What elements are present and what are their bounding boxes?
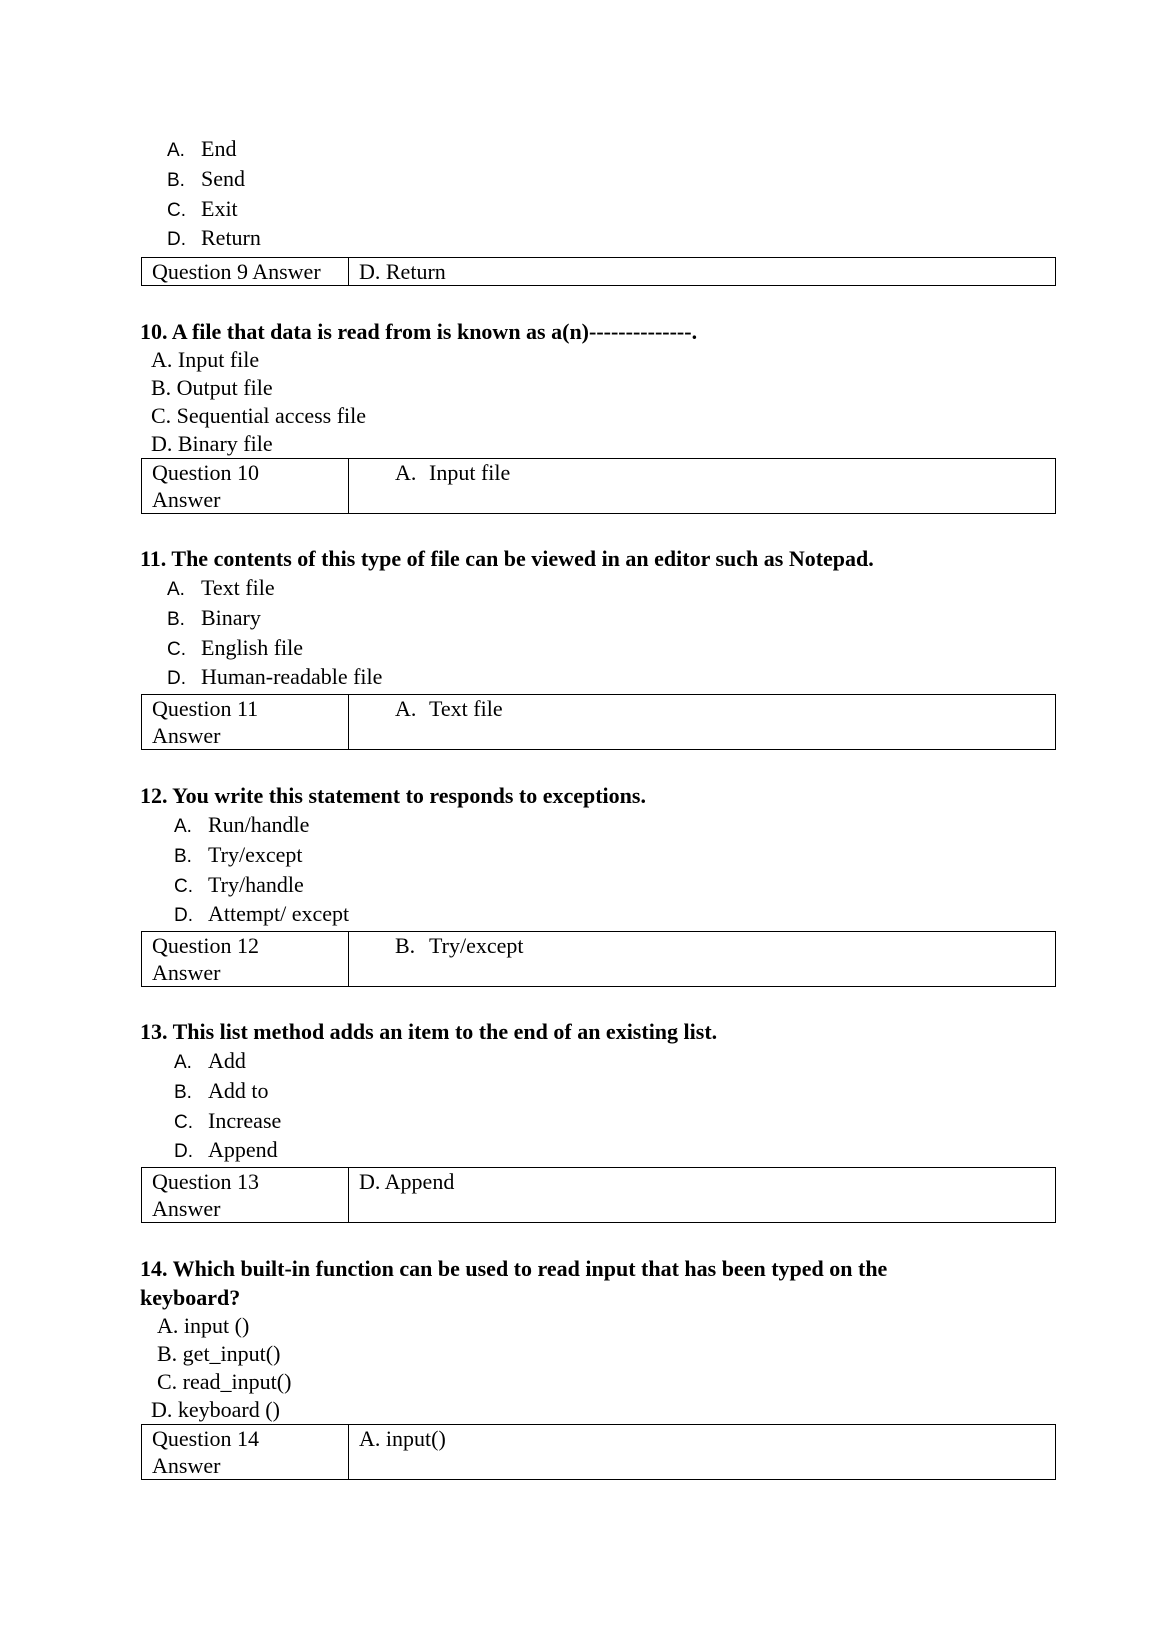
q11-answer-label: Question 11 Answer — [142, 695, 349, 750]
q14-answer-value: A. input() — [349, 1425, 1056, 1480]
q10-option-b: B. Output file — [151, 375, 273, 400]
q10-option-c: C. Sequential access file — [151, 403, 367, 428]
q14-answer-table — [141, 1424, 1056, 1480]
q10-option-a: A. Input file — [151, 347, 260, 372]
q10-answer-table — [141, 458, 1056, 514]
q14-question-line1: 14. Which built-in function can be used to read input that has been typed on the — [140, 1256, 888, 1281]
q11-option-a: A. Text file — [167, 575, 275, 600]
q12-option-b: B. Try/except — [174, 842, 303, 867]
q13-question: 13. This list method adds an item to the end of an existing list. — [140, 1019, 718, 1044]
q12-option-c: C. Try/handle — [174, 872, 304, 897]
q9-answer-label: Question 9 Answer — [142, 258, 349, 286]
q10-option-d: D. Binary file — [151, 431, 273, 456]
q11-option-c: C. English file — [167, 635, 304, 660]
q9-answer-table — [141, 257, 1056, 286]
q9-option-d: D. Return — [167, 225, 261, 250]
q11-option-b: B. Binary — [167, 605, 261, 630]
q9-option-b: B. Send — [167, 166, 245, 191]
q13-answer-label: Question 13 Answer — [142, 1168, 349, 1223]
q10-answer-label: Question 10 Answer — [142, 459, 349, 514]
q9-answer-value: D. Return — [349, 258, 1056, 286]
q14-option-d: D. keyboard () — [151, 1397, 280, 1422]
q12-answer-table — [141, 931, 1056, 987]
q14-option-b: B. get_input() — [157, 1341, 281, 1366]
q12-option-a: A. Run/handle — [174, 812, 310, 837]
q12-answer-label: Question 12 Answer — [142, 932, 349, 987]
q11-question: 11. The contents of this type of file can be viewed in an editor such as Notepad. — [140, 546, 874, 571]
q13-option-a: A. Add — [174, 1048, 246, 1073]
q13-answer-table — [141, 1167, 1056, 1223]
q10-question: 10. A file that data is read from is known as a(n)--------------. — [140, 319, 698, 344]
q13-option-d: D. Append — [174, 1137, 278, 1162]
q13-option-c: C. Increase — [174, 1108, 282, 1133]
q12-option-d: D. Attempt/ except — [174, 901, 350, 926]
q13-option-b: B. Add to — [174, 1078, 269, 1103]
q11-answer-value: A. Text file — [349, 695, 1056, 750]
q9-option-c: C. Exit — [167, 196, 238, 221]
q12-answer-value: B. Try/except — [349, 932, 1056, 987]
q14-option-c: C. read_input() — [157, 1369, 292, 1394]
q14-answer-label: Question 14 Answer — [142, 1425, 349, 1480]
q14-option-a: A. input () — [157, 1313, 250, 1338]
q10-answer-value: A. Input file — [349, 459, 1056, 514]
q11-option-d: D. Human-readable file — [167, 664, 383, 689]
q9-option-a: A. End — [167, 136, 237, 161]
q14-question-line2: keyboard? — [140, 1285, 241, 1310]
q12-question: 12. You write this statement to responds to exceptions. — [140, 783, 646, 808]
q11-answer-table — [141, 694, 1056, 750]
q13-answer-value: D. Append — [349, 1168, 1056, 1223]
